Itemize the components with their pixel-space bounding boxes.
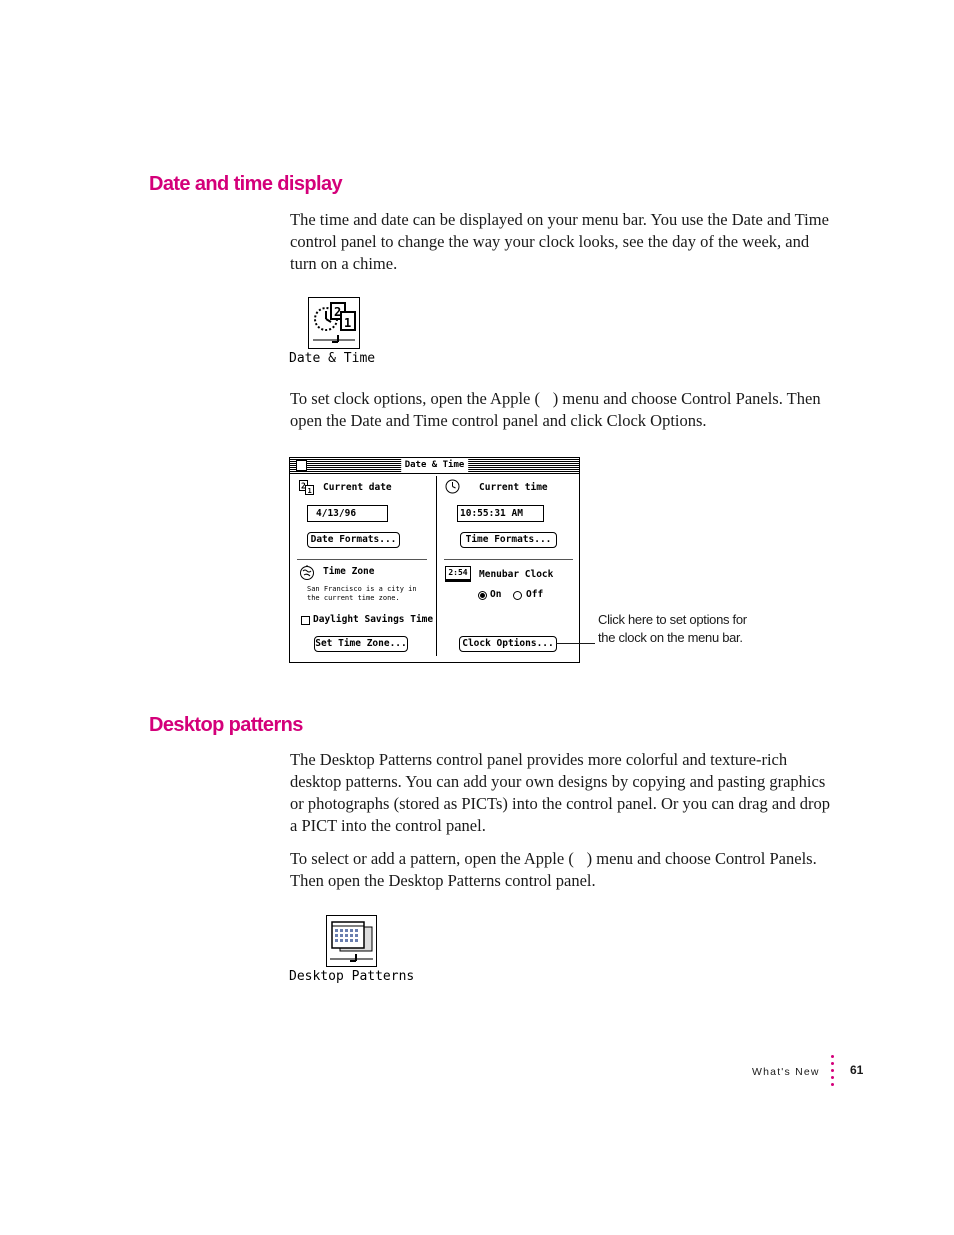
desktop-patterns-intro-paragraph bbox=[290, 749, 830, 837]
daylight-savings-label: Daylight Savings Time bbox=[313, 614, 434, 625]
pattern-window-icon bbox=[327, 916, 376, 966]
date-formats-button[interactable]: Date Formats... bbox=[307, 532, 400, 548]
page-number: 61 bbox=[850, 1063, 864, 1077]
desktop-patterns-icon-label: Desktop Patterns bbox=[289, 969, 415, 984]
current-date-field[interactable]: 4/13/96 bbox=[307, 505, 388, 522]
desktop-patterns-instruction-paragraph bbox=[290, 848, 830, 892]
clock-calendar-icon bbox=[309, 298, 359, 348]
current-date-label: Current date bbox=[323, 482, 392, 493]
svg-text:2: 2 bbox=[301, 481, 306, 491]
column-divider bbox=[436, 476, 437, 656]
left-separator bbox=[297, 559, 427, 560]
desktop-patterns-control-panel-icon bbox=[326, 915, 377, 967]
footer-dot-divider bbox=[831, 1055, 835, 1090]
menubar-clock-on-radio[interactable] bbox=[478, 591, 487, 600]
date-time-dialog bbox=[289, 457, 580, 663]
section-heading-desktop-patterns: Desktop patterns bbox=[149, 714, 303, 736]
footer-section-label: What's New bbox=[752, 1066, 820, 1078]
close-box-icon[interactable] bbox=[296, 460, 307, 471]
menubar-clock-off-label: Off bbox=[526, 589, 544, 600]
right-separator bbox=[444, 559, 573, 560]
callout-leader-line bbox=[556, 643, 595, 644]
time-formats-button[interactable]: Time Formats... bbox=[460, 532, 557, 548]
clock-options-button[interactable]: Clock Options... bbox=[459, 636, 557, 652]
svg-text:2: 2 bbox=[334, 305, 342, 319]
time-zone-label: Time Zone bbox=[323, 566, 375, 577]
globe-icon bbox=[299, 565, 315, 581]
current-time-field[interactable]: 10:55:31 AM bbox=[457, 505, 544, 522]
daylight-savings-checkbox[interactable] bbox=[301, 616, 310, 625]
calendar-icon bbox=[299, 480, 314, 495]
callout-line-1: Click here to set options for bbox=[598, 612, 747, 627]
menubar-clock-icon: 2:54 bbox=[445, 566, 471, 582]
date-time-control-panel-icon bbox=[308, 297, 360, 349]
dialog-title-bar[interactable] bbox=[290, 458, 579, 474]
section-heading-date-time: Date and time display bbox=[149, 173, 343, 195]
clock-icon bbox=[445, 479, 460, 494]
menubar-clock-off-radio[interactable] bbox=[513, 591, 522, 600]
svg-text:1: 1 bbox=[344, 316, 352, 330]
menubar-clock-label: Menubar Clock bbox=[479, 569, 554, 580]
set-time-zone-button[interactable]: Set Time Zone... bbox=[314, 636, 408, 652]
clock-options-callout bbox=[598, 611, 747, 647]
desktop-patterns-intro-text: The Desktop Patterns control panel provides more colorful and texture-rich desktop patterns. You can add your own designs by copying and pasting graphics or photographs (stored as PICTs) into the control panel. Or you can drag and drop a PICT into the control panel. bbox=[290, 750, 831, 835]
callout-line-2: the clock on the menu bar. bbox=[598, 630, 743, 645]
date-time-intro-paragraph bbox=[290, 209, 830, 275]
date-time-icon-label: Date & Time bbox=[289, 351, 376, 366]
dialog-title: Date & Time bbox=[401, 458, 469, 472]
current-time-label: Current time bbox=[479, 482, 548, 493]
clock-options-instruction-paragraph bbox=[290, 388, 830, 432]
desktop-patterns-instruction-text: To select or add a pattern, open the Apple ( ) menu and choose Control Panels. Then open the Desktop Patterns control panel. bbox=[290, 849, 808, 890]
svg-text:1: 1 bbox=[307, 487, 312, 495]
menubar-clock-on-label: On bbox=[490, 589, 502, 600]
clock-options-instruction-text: To set clock options, open the Apple ( ) menu and choose Control Panels. Then open the Date and Time control panel and click Clock Options. bbox=[290, 389, 812, 430]
time-zone-note: San Francisco is a city in the current time zone. bbox=[307, 585, 417, 602]
date-time-intro-text: The time and date can be displayed on your menu bar. You use the Date and Time control panel to change the way your clock looks, see the day of the week, and turn on a chime. bbox=[290, 210, 829, 273]
